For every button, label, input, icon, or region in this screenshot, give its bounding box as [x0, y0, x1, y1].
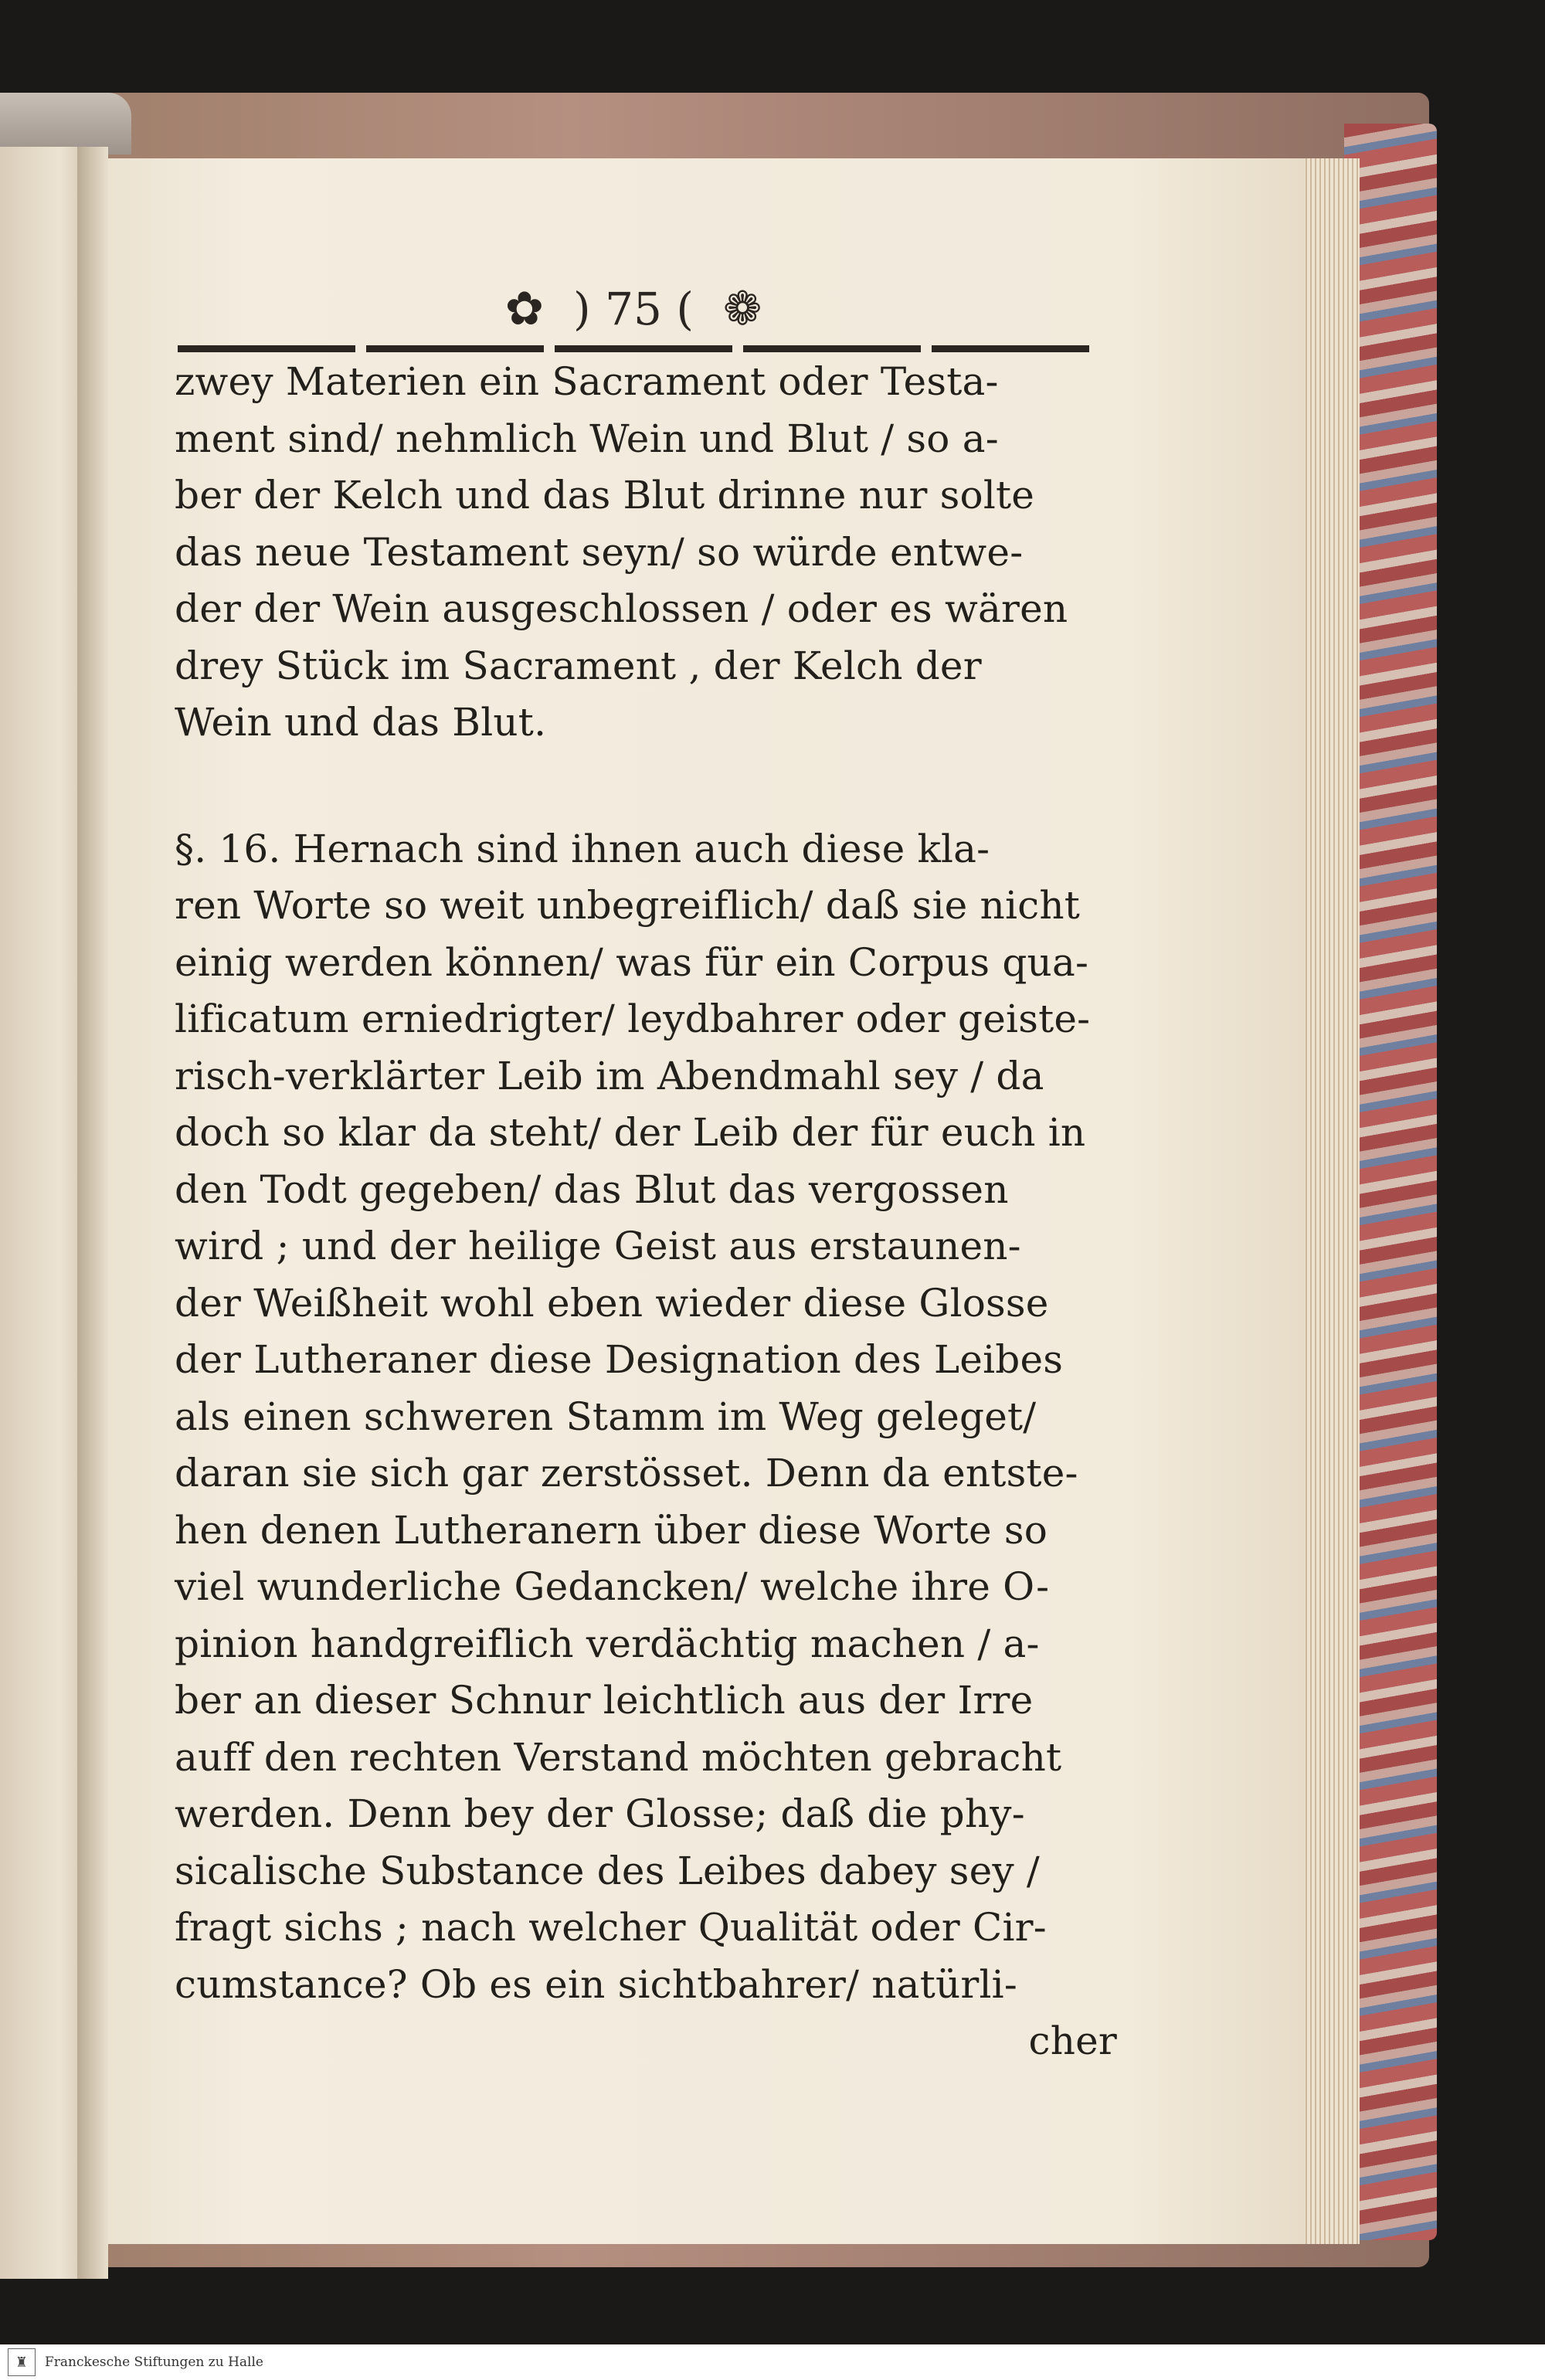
text-line: doch so klar da steht/ der Leib der für euch in	[175, 1110, 1086, 1155]
page-number: ) 75 (	[573, 283, 694, 335]
text-line: daran sie sich gar zerstösset. Denn da entste-	[175, 1451, 1078, 1496]
text-line: pinion handgreiflich verdächtig machen / a-	[175, 1621, 1040, 1666]
text-line: ber der Kelch und das Blut drinne nur solte	[175, 473, 1035, 518]
text-line: sicalische Substance des Leibes dabey sey /	[175, 1848, 1040, 1893]
text-line: viel wunderliche Gedancken/ welche ihre O-	[175, 1564, 1050, 1609]
left-page-edge	[0, 147, 85, 2279]
text-line: ber an dieser Schnur leichtlich aus der Irre	[175, 1678, 1034, 1723]
text-line: fragt sichs ; nach welcher Qualität oder Cir-	[175, 1905, 1047, 1950]
text-line: cumstance? Ob es ein sichtbahrer/ natürli-	[175, 1961, 1017, 2007]
text-line: §. 16. Hernach sind ihnen auch diese kla-	[175, 826, 990, 871]
text-line: als einen schweren Stamm im Weg geleget/	[175, 1394, 1037, 1439]
paragraph-1	[175, 354, 1140, 752]
header-rule	[178, 345, 1089, 352]
text-line: ment sind/ nehmlich Wein und Blut / so a-	[175, 416, 999, 461]
text-line: Wein und das Blut.	[175, 700, 547, 745]
page-gutter	[77, 147, 108, 2279]
paragraph-2	[175, 821, 1140, 2070]
text-line: wird ; und der heilige Geist aus erstaunen-	[175, 1224, 1021, 1268]
text-line: auff den rechten Verstand möchten gebracht	[175, 1734, 1062, 1780]
footer-bar	[0, 2344, 1545, 2380]
text-line: der Weißheit wohl eben wieder diese Glosse	[175, 1280, 1049, 1326]
text-line: lificatum erniedrigter/ leydbahrer oder geiste-	[175, 996, 1091, 1041]
institution-name: Franckesche Stiftungen zu Halle	[45, 2355, 263, 2370]
page-header	[440, 278, 827, 340]
text-line: zwey Materien ein Sacrament oder Testa-	[175, 359, 999, 404]
paragraph-gap	[175, 752, 1140, 821]
text-line: der der Wein ausgeschlossen / oder es wären	[175, 586, 1068, 631]
text-line: drey Stück im Sacrament , der Kelch der	[175, 643, 982, 688]
text-line: ren Worte so weit unbegreiflich/ daß sie nicht	[175, 883, 1081, 928]
body-text	[175, 354, 1140, 2070]
text-line: der Lutheraner diese Designation des Leibes	[175, 1337, 1064, 1382]
page-stack-edge	[1298, 158, 1360, 2244]
rosette-ornament-icon: ❁	[722, 282, 762, 336]
flower-ornament-icon: ✿	[504, 282, 545, 336]
institution-logo-icon: ♜	[8, 2348, 36, 2376]
catchword: cher	[1028, 2018, 1117, 2063]
text-line: einig werden können/ was für ein Corpus qua-	[175, 939, 1089, 985]
text-line: risch-verklärter Leib im Abendmahl sey / da	[175, 1053, 1044, 1098]
text-line: den Todt gegeben/ das Blut das vergossen	[175, 1166, 1009, 1212]
text-line: werden. Denn bey der Glosse; daß die phy-	[175, 1791, 1025, 1836]
text-line: das neue Testament seyn/ so würde entwe-	[175, 529, 1024, 575]
text-line: hen denen Lutheranern über diese Worte so	[175, 1507, 1048, 1553]
left-binding	[0, 93, 131, 154]
